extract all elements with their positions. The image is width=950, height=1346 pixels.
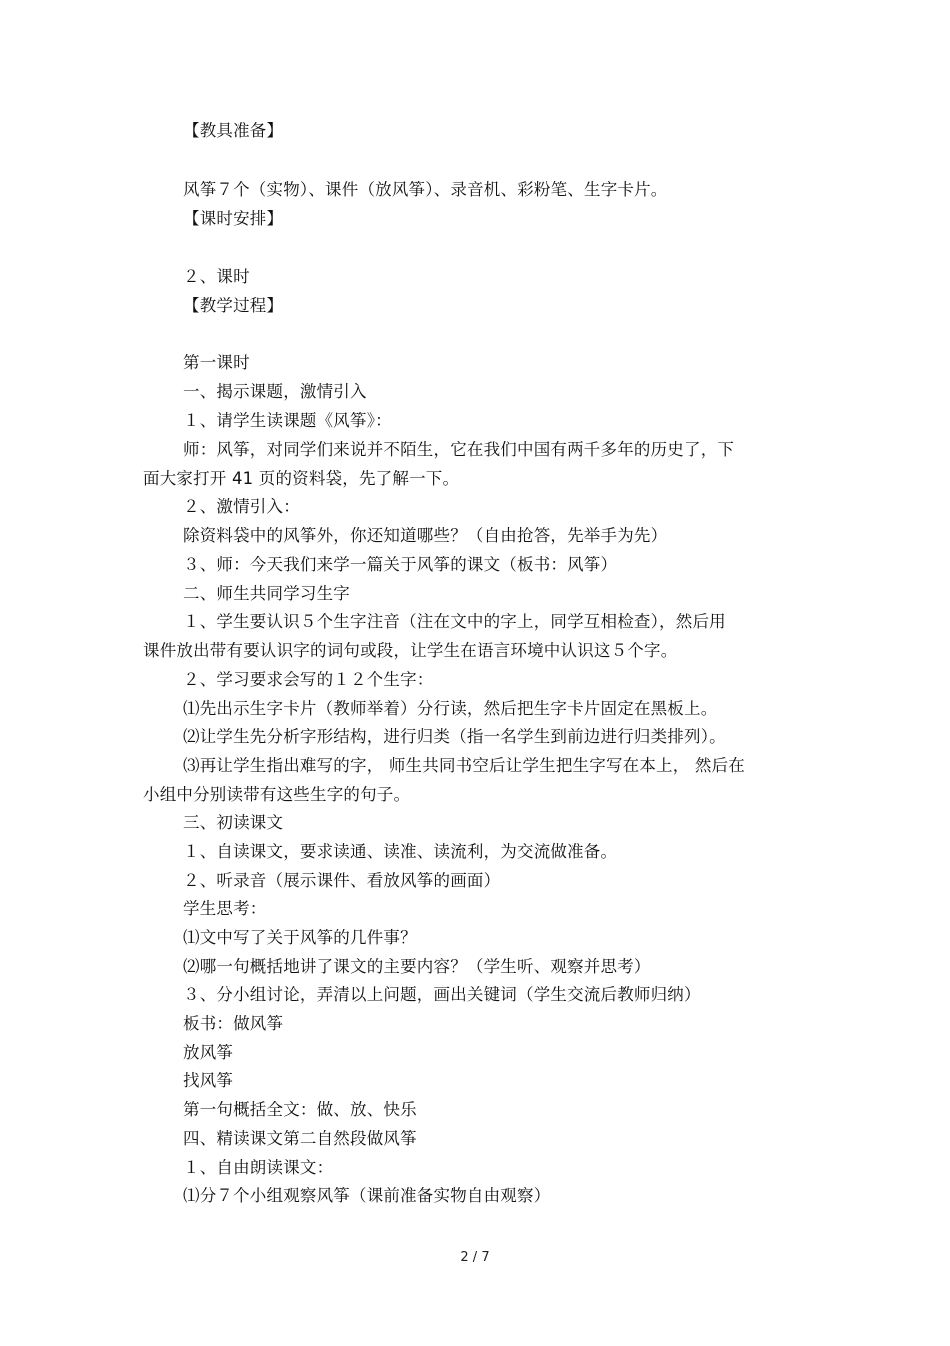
- text-line: 师：风筝，对同学们来说并不陌生，它在我们中国有两千多年的历史了，下: [183, 440, 735, 459]
- section-heading: 二、师生共同学习生字: [183, 584, 350, 603]
- section-heading: 三、初读课文: [183, 813, 284, 832]
- text-line: １、自由朗读课文：: [183, 1158, 334, 1177]
- text-line: ２、听录音（展示课件、看放风筝的画面）: [183, 871, 501, 890]
- section-heading: 一、揭示课题，激情引入: [183, 382, 367, 401]
- text-line: 第一课时: [183, 353, 250, 372]
- text-line: 板书：做风筝: [183, 1014, 284, 1033]
- text-line: ⑵哪一句概括地讲了课文的主要内容？（学生听、观察并思考）: [183, 957, 651, 976]
- text-line: ２、学习要求会写的１２个生字：: [183, 670, 434, 689]
- page-number: 2 / 7: [460, 1250, 490, 1265]
- heading-teaching-process: 【教学过程】: [183, 296, 284, 315]
- heading-lesson-schedule: 【课时安排】: [183, 209, 284, 228]
- text-line: 第一句概括全文：做、放、快乐: [183, 1100, 417, 1119]
- text-line: 风筝７个（实物）、课件（放风筝）、录音机、彩粉笔、生字卡片。: [183, 180, 668, 199]
- section-heading: 四、精读课文第二自然段做风筝: [183, 1129, 417, 1148]
- text-line: 小组中分别读带有这些生字的句子。: [143, 785, 411, 804]
- text-line: 学生思考：: [183, 899, 267, 918]
- heading-teaching-aids: 【教具准备】: [183, 121, 284, 140]
- text-line: ⑴文中写了关于风筝的几件事？: [183, 928, 417, 947]
- text-line: 除资料袋中的风筝外，你还知道哪些？（自由抢答，先举手为先）: [183, 526, 668, 545]
- text-line: ⑴分７个小组观察风筝（课前准备实物自由观察）: [183, 1186, 551, 1205]
- text-line: 找风筝: [183, 1071, 234, 1090]
- text-line: １、请学生读课题《风筝》：: [183, 411, 392, 430]
- text-line: ⑵让学生先分析字形结构，进行归类（指一名学生到前边进行归类排列）。: [183, 727, 726, 746]
- text-line: ３、师：今天我们来学一篇关于风筝的课文（板书：风筝）: [183, 555, 618, 574]
- text-line: 放风筝: [183, 1043, 234, 1062]
- text-line: ２、课时: [183, 267, 250, 286]
- text-line: 课件放出带有要认识字的词句或段，让学生在语言环境中认识这５个字。: [143, 641, 678, 660]
- text-line: ３、分小组讨论，弄清以上问题，画出关键词（学生交流后教师归纳）: [183, 985, 701, 1004]
- text-line: ⑴先出示生字卡片（教师举着）分行读，然后把生字卡片固定在黑板上。: [183, 699, 718, 718]
- text-line: １、自读课文，要求读通、读准、读流利，为交流做准备。: [183, 842, 618, 861]
- text-line: ２、激情引入：: [183, 497, 300, 516]
- text-line: 面大家打开 41 页的资料袋，先了解一下。: [143, 469, 460, 488]
- text-line: ⑶再让学生指出难写的字， 师生共同书空后让学生把生字写在本上， 然后在: [183, 756, 745, 775]
- text-line: １、学生要认识５个生字注音（注在文中的字上，同学互相检查），然后用: [183, 612, 726, 631]
